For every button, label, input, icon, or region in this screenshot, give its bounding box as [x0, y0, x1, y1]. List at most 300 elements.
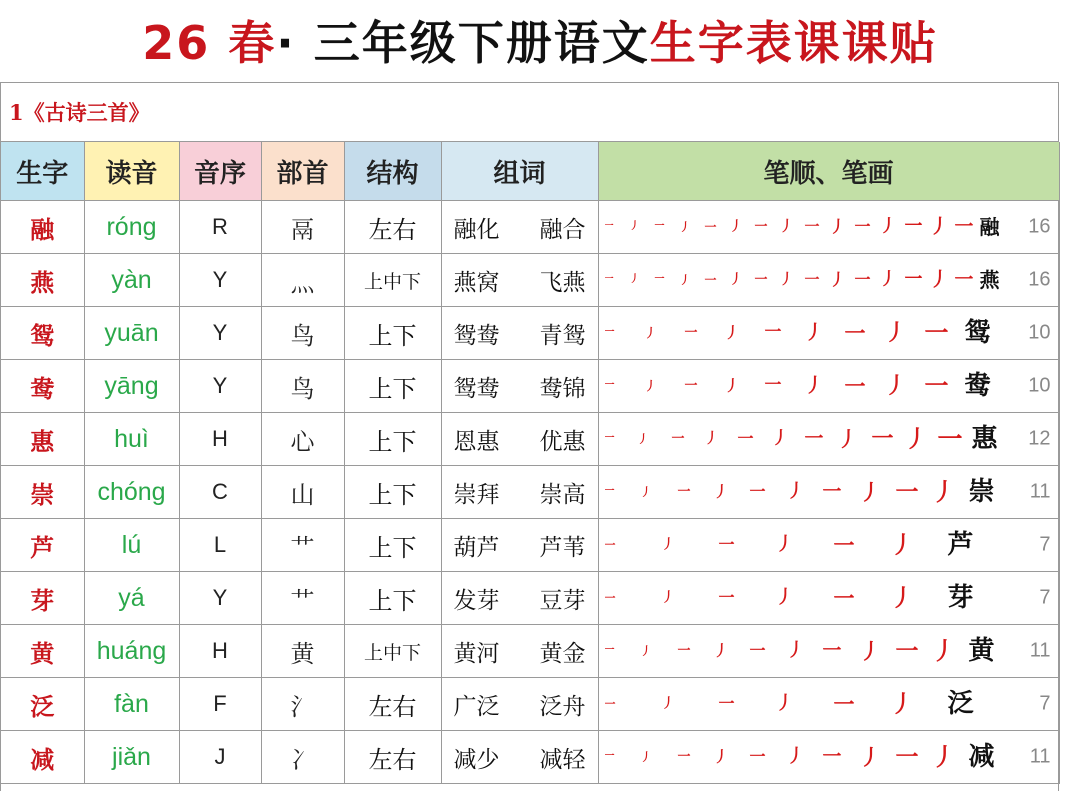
cell-radical: 心: [261, 413, 344, 466]
stroke-mark: 丿: [884, 320, 907, 346]
stroke-mark: 一: [844, 373, 866, 399]
stroke-mark: 一: [904, 216, 923, 237]
stroke-count: 10: [1028, 374, 1051, 397]
stroke-sequence: [605, 201, 1011, 253]
word-1: 崇拜: [453, 481, 500, 508]
cell-radical: 艹: [261, 572, 344, 625]
stroke-step: [605, 223, 614, 232]
cell-radical: 山: [261, 466, 344, 519]
stroke-mark: 丿: [704, 431, 719, 447]
stroke-count: 12: [1028, 427, 1051, 450]
cell-structure: 上下: [344, 360, 441, 413]
cell-words: [441, 678, 598, 731]
cell-pinyin: róng: [84, 201, 179, 254]
stroke-mark: 一: [764, 322, 782, 343]
cell-radical: 黄: [261, 625, 344, 678]
cell-order: F: [179, 678, 261, 731]
stroke-step: [872, 428, 894, 450]
stroke-count: 7: [1039, 692, 1051, 715]
stroke-mark: 一: [954, 268, 974, 291]
stroke-step: [730, 274, 743, 287]
cell-stroke-order: [598, 731, 1059, 784]
word-2: 崇高: [539, 481, 586, 508]
stroke-step: [822, 480, 842, 503]
word-1: 鸳鸯: [453, 322, 500, 349]
stroke-step: [859, 479, 881, 505]
stroke-mark: 一: [754, 272, 768, 288]
stroke-mark: 丿: [661, 696, 675, 712]
word-1: 葫芦: [453, 534, 500, 561]
stroke-step: 减: [968, 742, 995, 772]
stroke-step: [705, 432, 719, 446]
stroke-step: [787, 642, 805, 660]
cell-stroke-order: [598, 519, 1059, 572]
stroke-step: [924, 318, 949, 347]
stroke-step: [641, 752, 652, 763]
stroke-mark: 丿: [644, 326, 657, 340]
stroke-step: [719, 696, 735, 712]
word-2: 青鸳: [539, 322, 586, 349]
stroke-step: [662, 539, 675, 552]
table-row: [1, 625, 1059, 678]
stroke-mark: 一: [895, 637, 919, 665]
cell-character: 芦: [1, 519, 84, 572]
stroke-step: 芽: [947, 583, 974, 613]
stroke-mark: 一: [604, 538, 616, 552]
cell-radical: 鸟: [261, 360, 344, 413]
stroke-step: [680, 222, 691, 233]
stroke-step: [713, 482, 729, 501]
stroke-mark: 一: [604, 645, 615, 656]
stroke-step: [833, 585, 855, 611]
page-title: [0, 0, 1080, 80]
stroke-step: [844, 320, 866, 346]
stroke-mark: 一: [671, 431, 685, 447]
word-2: 豆芽: [539, 587, 586, 614]
stroke-step: [929, 268, 949, 291]
stroke-mark: 丿: [637, 432, 649, 446]
cell-stroke-order: [598, 201, 1059, 254]
cell-pinyin: yāng: [84, 360, 179, 413]
stroke-step: [924, 371, 949, 400]
cell-words: [441, 731, 598, 784]
stroke-mark: 丿: [661, 537, 675, 553]
stroke-step: [822, 639, 842, 662]
stroke-step: [672, 433, 685, 446]
cell-stroke-order: [598, 625, 1059, 678]
cell-pinyin: yuān: [84, 307, 179, 360]
cell-stroke-order: [598, 254, 1059, 307]
stroke-step: 鸯: [964, 371, 991, 401]
word-1: 黄河: [453, 640, 500, 667]
cell-words: [441, 519, 598, 572]
stroke-sequence: [605, 731, 1011, 783]
stroke-step: [879, 269, 897, 290]
stroke-step: [750, 749, 766, 765]
cell-order: Y: [179, 360, 261, 413]
stroke-sequence: [605, 519, 1011, 571]
stroke-sequence: [605, 360, 1011, 412]
stroke-mark: 丿: [644, 379, 657, 393]
stroke-mark: 丿: [729, 272, 743, 288]
stroke-step: [804, 427, 824, 450]
table-header-row: [1, 142, 1059, 201]
stroke-step: [750, 643, 766, 659]
stroke-mark: 一: [677, 749, 691, 765]
stroke-mark: 一: [954, 215, 974, 238]
stroke-step: [680, 275, 691, 286]
cell-stroke-order: [598, 413, 1059, 466]
stroke-mark: 一: [822, 745, 842, 768]
table-row: [1, 466, 1059, 519]
stroke-step: [641, 487, 652, 498]
stroke-mark: 一: [924, 318, 949, 347]
stroke-step: [931, 742, 956, 771]
cell-pinyin: lú: [84, 519, 179, 572]
stroke-mark: 一: [937, 424, 963, 454]
word-1: 鸳鸯: [453, 375, 500, 402]
cell-structure: 上中下: [344, 254, 441, 307]
stroke-step: [605, 646, 615, 656]
column-header-order: 音序: [179, 142, 261, 201]
stroke-step: [904, 425, 928, 453]
stroke-mark: 丿: [640, 750, 652, 764]
stroke-step: [780, 220, 794, 234]
cell-radical: 鬲: [261, 201, 344, 254]
stroke-step: [804, 270, 820, 289]
stroke-step: [833, 532, 855, 558]
stroke-step: [641, 646, 652, 657]
cell-structure: 上下: [344, 572, 441, 625]
stroke-mark: 丿: [775, 587, 794, 608]
stroke-step: [719, 537, 735, 553]
stroke-step: 黄: [968, 636, 995, 666]
stroke-mark: 一: [749, 482, 766, 501]
lesson-title: 1《古诗三首》: [1, 83, 1058, 142]
stroke-mark: 一: [704, 220, 717, 234]
stroke-mark: 一: [718, 588, 735, 607]
cell-stroke-order: [598, 307, 1059, 360]
cell-structure: 上中下: [344, 625, 441, 678]
word-1: 融化: [453, 216, 500, 243]
cell-words: [441, 572, 598, 625]
stroke-mark: 丿: [931, 742, 956, 771]
cell-words: [441, 413, 598, 466]
stroke-mark: 一: [749, 747, 766, 766]
stroke-step: [605, 752, 615, 762]
stroke-step: [954, 268, 974, 291]
stroke-mark: 丿: [724, 376, 740, 395]
stroke-step: [929, 215, 949, 238]
cell-structure: 左右: [344, 731, 441, 784]
stroke-step: [804, 374, 824, 397]
cell-pinyin: huáng: [84, 625, 179, 678]
cell-pinyin: huì: [84, 413, 179, 466]
cell-structure: 上下: [344, 413, 441, 466]
table-row: [1, 360, 1059, 413]
stroke-step: [890, 584, 914, 612]
stroke-mark: 丿: [679, 220, 691, 234]
stroke-step: [605, 328, 615, 338]
stroke-step: [895, 743, 919, 771]
stroke-step: [890, 690, 914, 718]
stroke-step: [605, 276, 614, 285]
stroke-mark: 丿: [786, 746, 805, 767]
stroke-step: [705, 221, 717, 233]
stroke-step: [833, 691, 855, 717]
stroke-step: [755, 274, 768, 287]
column-header-strokes: 笔顺、笔画: [598, 142, 1059, 201]
word-2: 飞燕: [539, 269, 586, 296]
stroke-step: [895, 637, 919, 665]
stroke-mark: 丿: [890, 690, 914, 718]
stroke-step: [678, 645, 691, 658]
column-header-pinyin: 读音: [84, 142, 179, 201]
stroke-step: [605, 381, 615, 391]
stroke-mark: 丿: [775, 534, 794, 555]
stroke-sequence: [605, 307, 1011, 359]
stroke-sequence: [605, 625, 1011, 677]
stroke-mark: 丿: [713, 482, 729, 501]
cell-radical: 氵: [261, 678, 344, 731]
stroke-step: [685, 380, 698, 393]
column-header-structure: 结构: [344, 142, 441, 201]
stroke-step: 泛: [947, 689, 974, 719]
stroke-step: [662, 698, 675, 711]
stroke-mark: 丿: [931, 636, 956, 665]
stroke-mark: 丿: [775, 693, 794, 714]
column-header-char: 生字: [1, 142, 84, 201]
cell-words: [441, 201, 598, 254]
table-row: [1, 413, 1059, 466]
stroke-mark: 一: [822, 480, 842, 503]
stroke-step: [931, 477, 956, 506]
stroke-mark: 丿: [640, 485, 652, 499]
table-row: [1, 201, 1059, 254]
stroke-mark: 一: [854, 217, 871, 236]
stroke-mark: 一: [895, 478, 919, 506]
stroke-mark: 一: [677, 484, 691, 500]
stroke-step: [724, 323, 740, 342]
stroke-step: [755, 221, 768, 234]
stroke-mark: 一: [804, 270, 820, 289]
stroke-mark: 一: [704, 273, 717, 287]
stroke-step: [678, 751, 691, 764]
stroke-step: [804, 321, 824, 344]
cell-structure: 上下: [344, 307, 441, 360]
cell-radical: 鸟: [261, 307, 344, 360]
stroke-step: [937, 424, 963, 454]
stroke-step: 芦: [947, 530, 974, 560]
cell-radical: 艹: [261, 519, 344, 572]
cell-pinyin: jiǎn: [84, 731, 179, 784]
word-2: 鸯锦: [539, 375, 586, 402]
word-2: 融合: [539, 216, 586, 243]
stroke-mark: 一: [604, 380, 615, 391]
stroke-mark: 丿: [837, 427, 858, 451]
word-2: 黄金: [539, 640, 586, 667]
stroke-step: [855, 219, 871, 235]
stroke-step: [830, 272, 846, 288]
stroke-mark: 一: [684, 325, 698, 341]
stroke-mark: 一: [604, 221, 614, 232]
word-2: 优惠: [539, 428, 586, 455]
cell-stroke-order: [598, 572, 1059, 625]
stroke-count: 16: [1028, 268, 1051, 291]
stroke-mark: 一: [804, 427, 824, 450]
stroke-step: [844, 373, 866, 399]
stroke-mark: 丿: [931, 477, 956, 506]
stroke-step: [954, 215, 974, 238]
table-row: [1, 572, 1059, 625]
cell-stroke-order: [598, 466, 1059, 519]
stroke-step: [630, 275, 640, 285]
cell-character: 鸯: [1, 360, 84, 413]
stroke-mark: 一: [718, 535, 735, 554]
stroke-mark: 丿: [890, 531, 914, 559]
cell-character: 燕: [1, 254, 84, 307]
stroke-mark: 一: [604, 591, 616, 605]
stroke-mark: 丿: [661, 590, 675, 606]
cell-structure: 左右: [344, 678, 441, 731]
stroke-mark: 一: [804, 217, 820, 236]
word-1: 恩惠: [453, 428, 500, 455]
stroke-step: [776, 589, 794, 607]
stroke-step: [838, 429, 858, 449]
stroke-step: [895, 478, 919, 506]
stroke-mark: 丿: [879, 216, 897, 237]
stroke-sequence: [605, 413, 1011, 465]
stroke-mark: 丿: [786, 640, 805, 661]
stroke-step: [724, 376, 740, 395]
cell-character: 泛: [1, 678, 84, 731]
stroke-mark: 丿: [859, 638, 881, 664]
stroke-mark: 一: [895, 743, 919, 771]
stroke-step: [905, 218, 923, 236]
stroke-step: [776, 536, 794, 554]
stroke-step: [885, 375, 907, 397]
table-row: [1, 254, 1059, 307]
stroke-step: 融: [979, 215, 1000, 239]
stroke-mark: 一: [604, 751, 615, 762]
title-subject: 生字表课课贴: [649, 16, 938, 70]
stroke-mark: 一: [654, 274, 665, 285]
stroke-mark: 丿: [724, 323, 740, 342]
stroke-sequence: [605, 572, 1011, 624]
cell-order: L: [179, 519, 261, 572]
stroke-mark: 丿: [640, 644, 652, 658]
stroke-step: [705, 274, 717, 286]
stroke-step: [885, 322, 907, 344]
cell-pinyin: yá: [84, 572, 179, 625]
cell-order: Y: [179, 307, 261, 360]
stroke-mark: 丿: [859, 479, 881, 505]
cell-pinyin: yàn: [84, 254, 179, 307]
stroke-step: [859, 638, 881, 664]
stroke-step: [713, 641, 729, 660]
stroke-step: [605, 699, 616, 710]
stroke-step: [713, 747, 729, 766]
cell-character: 融: [1, 201, 84, 254]
stroke-step: [905, 271, 923, 289]
stroke-step: [678, 486, 691, 499]
cell-radical: 冫: [261, 731, 344, 784]
stroke-mark: 一: [604, 274, 614, 285]
stroke-count: 7: [1039, 533, 1051, 556]
stroke-sequence: [605, 254, 1011, 306]
stroke-step: [822, 745, 842, 768]
stroke-step: [645, 380, 657, 392]
stroke-step: [776, 695, 794, 713]
stroke-step: [780, 273, 794, 287]
cell-structure: 上下: [344, 466, 441, 519]
cell-words: [441, 254, 598, 307]
cell-character: 黄: [1, 625, 84, 678]
cell-character: 芽: [1, 572, 84, 625]
word-1: 燕窝: [453, 269, 500, 296]
cell-character: 惠: [1, 413, 84, 466]
cell-words: [441, 466, 598, 519]
stroke-mark: 丿: [829, 270, 846, 289]
stroke-step: [859, 744, 881, 770]
stroke-mark: 一: [822, 639, 842, 662]
cell-pinyin: fàn: [84, 678, 179, 731]
cell-character: 鸳: [1, 307, 84, 360]
stroke-mark: 一: [737, 429, 754, 448]
stroke-mark: 丿: [929, 215, 949, 238]
stroke-mark: 一: [604, 327, 615, 338]
cell-stroke-order: [598, 678, 1059, 731]
stroke-step: [719, 590, 735, 606]
word-2: 减轻: [539, 746, 586, 773]
stroke-mark: 丿: [679, 273, 691, 287]
stroke-mark: 一: [833, 691, 855, 717]
stroke-mark: 丿: [729, 219, 743, 235]
stroke-mark: 一: [871, 426, 894, 452]
cell-structure: 左右: [344, 201, 441, 254]
stroke-step: 惠: [971, 424, 998, 454]
stroke-step: [655, 275, 665, 285]
stroke-mark: 一: [833, 532, 855, 558]
stroke-mark: 丿: [713, 641, 729, 660]
stroke-count: 16: [1028, 215, 1051, 238]
stroke-step: [605, 487, 615, 497]
stroke-mark: 一: [677, 643, 691, 659]
stroke-step: [630, 222, 640, 232]
stroke-mark: 一: [604, 486, 615, 497]
stroke-mark: 丿: [879, 269, 897, 290]
stroke-mark: 一: [684, 378, 698, 394]
character-table: [1, 142, 1060, 784]
stroke-mark: 丿: [804, 321, 824, 344]
cell-radical: 灬: [261, 254, 344, 307]
stroke-sequence: [605, 466, 1011, 518]
stroke-mark: 丿: [779, 272, 794, 288]
stroke-count: 7: [1039, 586, 1051, 609]
cell-structure: 上下: [344, 519, 441, 572]
stroke-step: [662, 592, 675, 605]
stroke-step: [890, 531, 914, 559]
title-grade: · 三年级下册语文: [276, 16, 650, 70]
stroke-mark: 丿: [890, 584, 914, 612]
cell-order: Y: [179, 254, 261, 307]
stroke-step: [787, 483, 805, 501]
stroke-mark: 丿: [884, 373, 907, 399]
cell-pinyin: chóng: [84, 466, 179, 519]
stroke-sequence: [605, 678, 1011, 730]
word-2: 泛舟: [539, 693, 586, 720]
stroke-mark: 一: [654, 221, 665, 232]
